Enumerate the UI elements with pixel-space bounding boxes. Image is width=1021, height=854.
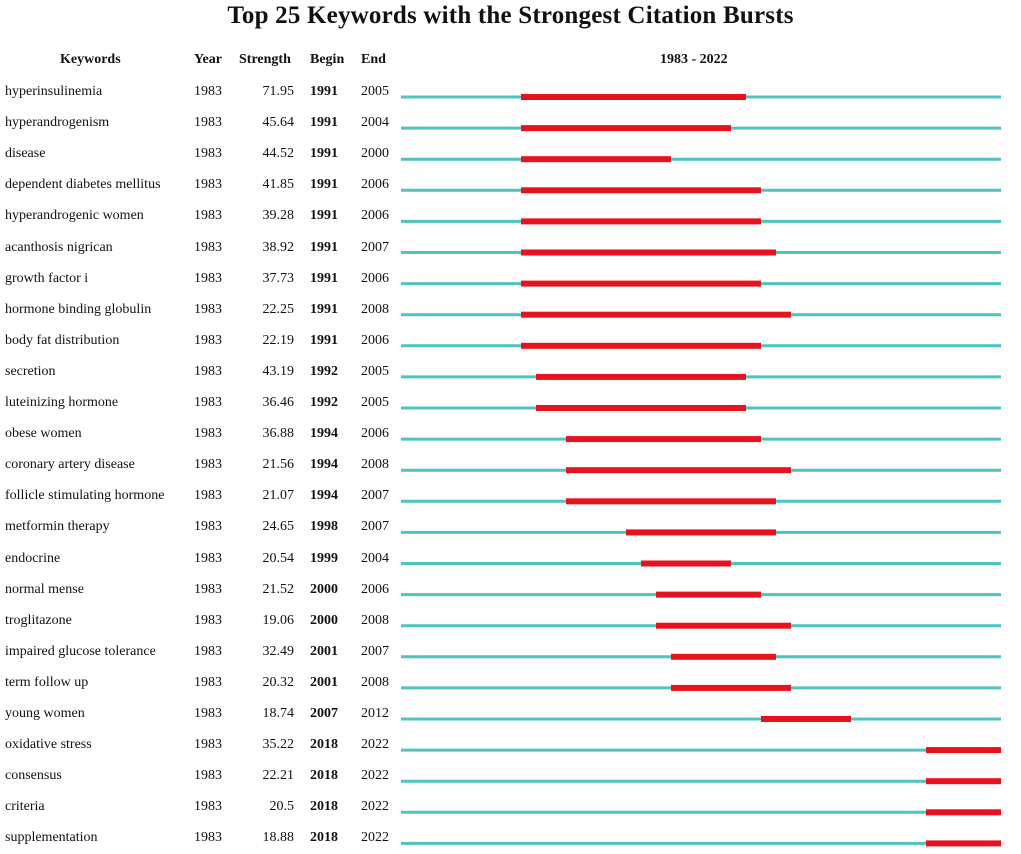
end-year: 2022 (361, 737, 389, 753)
begin-year: 1991 (310, 239, 338, 255)
end-year: 2006 (361, 332, 389, 348)
year-value: 1983 (194, 581, 222, 597)
keyword-label: troglitazone (5, 612, 72, 628)
strength-value: 21.07 (262, 488, 294, 504)
keyword-label: secretion (5, 363, 56, 379)
strength-value: 38.92 (262, 239, 294, 255)
keyword-label: supplementation (5, 830, 98, 846)
strength-value: 44.52 (262, 146, 294, 162)
year-value: 1983 (194, 363, 222, 379)
begin-year: 1999 (310, 550, 338, 566)
year-value: 1983 (194, 612, 222, 628)
strength-value: 36.88 (262, 426, 294, 442)
end-year: 2008 (361, 457, 389, 473)
end-year: 2007 (361, 643, 389, 659)
begin-year: 1992 (310, 395, 338, 410)
end-year: 2007 (361, 239, 389, 255)
end-year: 2000 (361, 146, 389, 162)
burst-bar (641, 561, 731, 567)
strength-value: 32.49 (262, 643, 294, 659)
burst-bar (626, 529, 776, 535)
year-value: 1983 (194, 426, 222, 442)
year-value: 1983 (194, 395, 222, 410)
header-end: End (361, 52, 386, 67)
end-year: 2008 (361, 674, 389, 690)
burst-bar (521, 250, 776, 256)
burst-bar (521, 218, 761, 224)
burst-bar (761, 716, 851, 722)
keyword-label: acanthosis nigrican (5, 239, 113, 255)
begin-year: 1991 (310, 332, 338, 348)
strength-value: 19.06 (262, 612, 294, 628)
end-year: 2007 (361, 519, 389, 535)
header-year: Year (194, 52, 222, 67)
begin-year: 1991 (310, 270, 338, 286)
chart-title: Top 25 Keywords with the Strongest Citation Bursts (227, 2, 794, 29)
begin-year: 2018 (310, 830, 338, 846)
keyword-label: metformin therapy (5, 519, 110, 535)
strength-value: 22.21 (262, 768, 294, 784)
keyword-label: disease (5, 146, 46, 162)
end-year: 2006 (361, 177, 389, 193)
burst-bar (656, 623, 791, 629)
end-year: 2004 (361, 550, 389, 566)
year-value: 1983 (194, 550, 222, 566)
end-year: 2022 (361, 799, 389, 815)
year-value: 1983 (194, 457, 222, 473)
burst-bar (566, 498, 776, 504)
keyword-label: consensus (5, 768, 62, 784)
keyword-label: young women (5, 706, 85, 721)
end-year: 2005 (361, 363, 389, 379)
keyword-label: follicle stimulating hormone (5, 488, 165, 504)
begin-year: 2000 (310, 612, 338, 628)
year-value: 1983 (194, 519, 222, 535)
strength-value: 21.52 (262, 581, 294, 597)
keyword-label: term follow up (5, 674, 89, 690)
begin-year: 2001 (310, 643, 338, 659)
strength-value: 20.54 (262, 550, 294, 566)
end-year: 2006 (361, 208, 389, 224)
end-year: 2006 (361, 270, 389, 286)
burst-bar (656, 592, 761, 598)
begin-year: 1991 (310, 115, 338, 131)
begin-year: 1992 (310, 363, 338, 379)
strength-value: 43.19 (262, 363, 294, 379)
burst-bar (926, 747, 1001, 753)
keyword-label: impaired glucose tolerance (5, 643, 156, 659)
begin-year: 1991 (310, 208, 338, 224)
keyword-label: normal mense (5, 581, 84, 597)
burst-bar (521, 125, 731, 131)
strength-value: 24.65 (262, 519, 294, 535)
burst-bar (521, 187, 761, 193)
strength-value: 20.32 (262, 674, 294, 690)
keyword-label: dependent diabetes mellitus (5, 177, 161, 193)
header-begin: Begin (310, 52, 345, 67)
begin-year: 2007 (310, 706, 338, 721)
end-year: 2008 (361, 301, 389, 317)
strength-value: 37.73 (262, 270, 294, 286)
begin-year: 1991 (310, 146, 338, 162)
strength-value: 39.28 (262, 208, 294, 224)
keyword-label: hyperinsulinemia (5, 84, 103, 99)
strength-value: 71.95 (262, 84, 294, 99)
strength-value: 45.64 (262, 115, 294, 131)
begin-year: 1994 (310, 457, 338, 473)
begin-year: 1994 (310, 426, 338, 442)
burst-bar (536, 405, 746, 411)
end-year: 2004 (361, 115, 389, 131)
strength-value: 41.85 (262, 177, 294, 193)
end-year: 2022 (361, 768, 389, 784)
strength-value: 20.5 (269, 799, 294, 815)
burst-bar (521, 281, 761, 287)
keyword-label: coronary artery disease (5, 457, 135, 473)
year-value: 1983 (194, 830, 222, 846)
end-year: 2006 (361, 426, 389, 442)
year-value: 1983 (194, 706, 222, 721)
begin-year: 1991 (310, 84, 338, 99)
strength-value: 18.88 (262, 830, 294, 846)
burst-bar (926, 840, 1001, 846)
begin-year: 2018 (310, 799, 338, 815)
end-year: 2008 (361, 612, 389, 628)
year-value: 1983 (194, 737, 222, 753)
burst-bar (521, 312, 791, 318)
keyword-label: criteria (5, 799, 45, 815)
burst-bar (926, 778, 1001, 784)
strength-value: 22.19 (262, 332, 294, 348)
strength-value: 36.46 (262, 395, 294, 410)
burst-bar (521, 94, 746, 100)
keyword-label: hormone binding globulin (5, 301, 152, 317)
burst-bar (671, 654, 776, 660)
begin-year: 1991 (310, 301, 338, 317)
year-value: 1983 (194, 799, 222, 815)
year-value: 1983 (194, 239, 222, 255)
begin-year: 1991 (310, 177, 338, 193)
year-value: 1983 (194, 177, 222, 193)
year-value: 1983 (194, 208, 222, 224)
begin-year: 1998 (310, 519, 338, 535)
keyword-label: luteinizing hormone (5, 395, 119, 410)
end-year: 2022 (361, 830, 389, 846)
year-value: 1983 (194, 270, 222, 286)
year-value: 1983 (194, 768, 222, 784)
burst-bar (671, 685, 791, 691)
header-keywords: Keywords (60, 52, 121, 67)
keyword-label: endocrine (5, 550, 61, 566)
begin-year: 1994 (310, 488, 338, 504)
end-year: 2007 (361, 488, 389, 504)
year-value: 1983 (194, 84, 222, 99)
end-year: 2012 (361, 706, 389, 721)
strength-value: 22.25 (262, 301, 294, 317)
year-value: 1983 (194, 115, 222, 131)
year-value: 1983 (194, 643, 222, 659)
burst-bar (536, 374, 746, 380)
keyword-label: body fat distribution (5, 332, 120, 348)
burst-bar (926, 809, 1001, 815)
keyword-label: oxidative stress (5, 737, 92, 753)
burst-bar (521, 156, 671, 162)
strength-value: 18.74 (262, 706, 294, 721)
begin-year: 2001 (310, 674, 338, 690)
header-range: 1983 - 2022 (660, 52, 728, 67)
header-strength: Strength (239, 52, 291, 67)
strength-value: 21.56 (262, 457, 294, 473)
end-year: 2006 (361, 581, 389, 597)
keyword-label: obese women (5, 426, 82, 442)
keyword-label: hyperandrogenic women (5, 208, 144, 224)
strength-value: 35.22 (262, 737, 294, 753)
end-year: 2005 (361, 395, 389, 410)
keyword-label: growth factor i (5, 270, 89, 286)
burst-bar (521, 343, 761, 349)
keyword-label: hyperandrogenism (5, 115, 110, 131)
burst-bar (566, 467, 791, 473)
burst-bar (566, 436, 761, 442)
begin-year: 2018 (310, 737, 338, 753)
begin-year: 2018 (310, 768, 338, 784)
year-value: 1983 (194, 332, 222, 348)
year-value: 1983 (194, 674, 222, 690)
begin-year: 2000 (310, 581, 338, 597)
year-value: 1983 (194, 301, 222, 317)
end-year: 2005 (361, 84, 389, 99)
year-value: 1983 (194, 146, 222, 162)
year-value: 1983 (194, 488, 222, 504)
